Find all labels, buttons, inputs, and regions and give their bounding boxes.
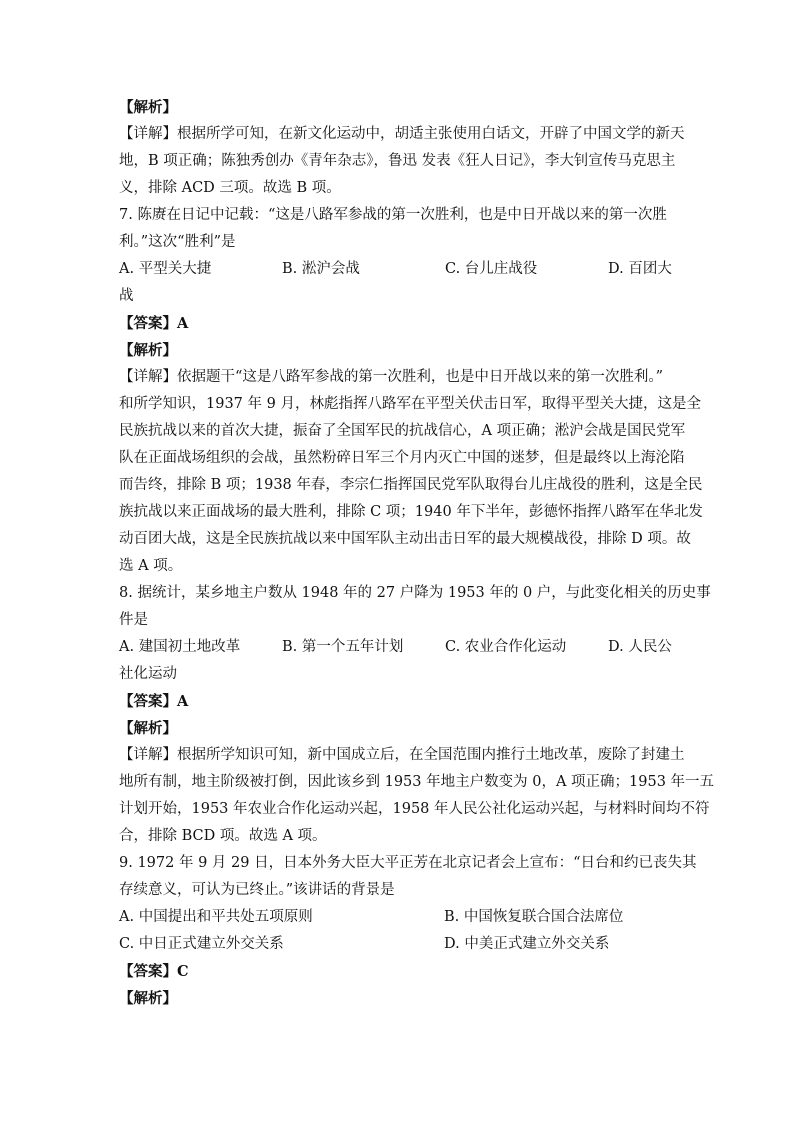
option-b: B. 中国恢复联合国合法席位	[444, 909, 624, 925]
option-b: B. 第一个五年计划	[282, 639, 404, 655]
question-7-options	[119, 256, 675, 283]
question-7-stem: 7. 陈赓在日记中记载：“这是八路军参战的第一次胜利，也是中日开战以来的第一次胜	[119, 207, 667, 223]
option-b: B. 淞沪会战	[282, 261, 360, 277]
explanation-line: 选 A 项。	[119, 558, 183, 574]
option-continuation: 战	[119, 288, 134, 304]
explanation-line: 队在正面战场组织的会战，虽然粉碎日军三个月内灭亡中国的迷梦，但是最终以上海沦陷	[119, 450, 685, 466]
question-7-stem: 利。”这次“胜利”是	[119, 234, 236, 250]
question-8-stem: 8. 据统计，某乡地主户数从 1948 年的 27 户降为 1953 年的 0 户，与此变化相关的历史事	[119, 585, 711, 601]
question-9-options-row-2	[119, 931, 675, 958]
explanation-line: 地，B 项正确；陈独秀创办《青年杂志》，鲁迅 发表《狂人日记》，李大钊宣传马克思主	[119, 153, 676, 169]
option-a: A. 建国初土地改革	[119, 639, 241, 655]
explanation-line: 【详解】依据题干“这是八路军参战的第一次胜利，也是中日开战以来的第一次胜利。”	[119, 369, 664, 385]
question-8-options	[119, 634, 675, 661]
analysis-heading: 【解析】	[119, 990, 177, 1007]
answer-label: 【答案】C	[119, 963, 189, 980]
question-9-options-row-1	[119, 904, 675, 931]
option-d: D. 中美正式建立外交关系	[444, 936, 610, 952]
option-c: C. 中日正式建立外交关系	[119, 936, 284, 952]
option-a: A. 平型关大捷	[119, 261, 212, 277]
explanation-line: 【详解】根据所学知识可知，新中国成立后，在全国范围内推行土地改革，废除了封建土	[119, 747, 685, 763]
explanation-line: 地所有制，地主阶级被打倒，因此该乡到 1953 年地主户数变为 0，A 项正确；1953 年一五	[119, 774, 715, 790]
explanation-line: 合，排除 BCD 项。故选 A 项。	[119, 828, 327, 844]
option-a: A. 中国提出和平共处五项原则	[119, 909, 313, 925]
explanation-line: 义，排除 ACD 三项。故选 B 项。	[119, 180, 341, 196]
explanation-line: 族抗战以来正面战场的最大胜利，排除 C 项；1940 年下半年，彭德怀指挥八路军在华北发	[119, 504, 703, 520]
option-c: C. 台儿庄战役	[445, 261, 538, 277]
analysis-heading: 【解析】	[119, 99, 177, 116]
option-d: D. 百团大	[608, 261, 672, 277]
explanation-line: 而告终，排除 B 项；1938 年春，李宗仁指挥国民党军队取得台儿庄战役的胜利，这是全民	[119, 477, 703, 493]
analysis-heading: 【解析】	[119, 720, 177, 737]
option-d: D. 人民公	[608, 639, 672, 655]
question-8-stem: 件是	[119, 612, 148, 628]
question-9-stem: 9. 1972 年 9 月 29 日，日本外务大臣大平正芳在北京记者会上宣布：“日台和约已丧失其	[119, 855, 697, 871]
answer-label: 【答案】A	[119, 315, 189, 332]
explanation-line: 动百团大战，这是全民族抗战以来中国军队主动出击日军的最大规模战役，排除 D 项。故	[119, 531, 691, 547]
explanation-line: 民族抗战以来的首次大捷，振奋了全国军民的抗战信心，A 项正确；淞沪会战是国民党军	[119, 423, 686, 439]
explanation-line: 和所学知识，1937 年 9 月，林彪指挥八路军在平型关伏击日军，取得平型关大捷，这是全	[119, 396, 701, 412]
answer-label: 【答案】A	[119, 693, 189, 710]
analysis-heading: 【解析】	[119, 342, 177, 359]
document-page	[119, 94, 715, 1012]
question-9-stem: 存续意义，可认为已终止。”该讲话的背景是	[119, 882, 395, 898]
option-c: C. 农业合作化运动	[445, 639, 567, 655]
option-continuation: 社化运动	[119, 666, 177, 682]
explanation-line: 计划开始，1953 年农业合作化运动兴起，1958 年人民公社化运动兴起，与材料时间均不符	[119, 801, 710, 817]
explanation-line: 【详解】根据所学可知，在新文化运动中，胡适主张使用白话文，开辟了中国文学的新天	[119, 126, 685, 142]
